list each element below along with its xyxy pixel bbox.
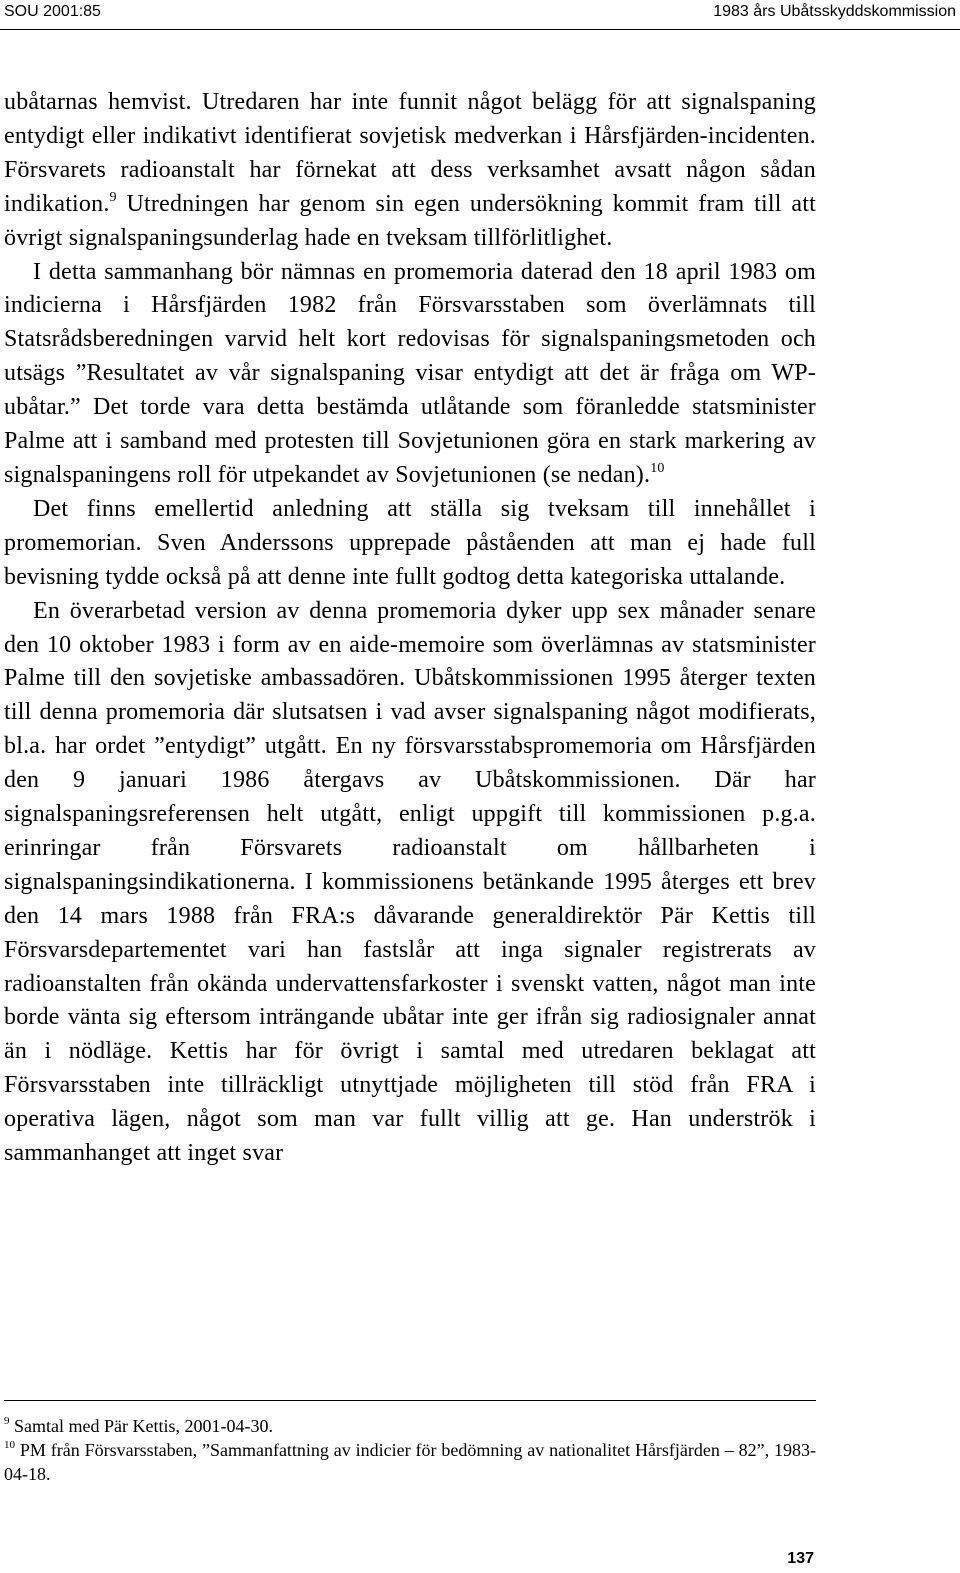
footnote-10 bbox=[4, 1438, 816, 1486]
footnotes-section bbox=[4, 1414, 816, 1486]
paragraph-2 bbox=[4, 256, 816, 493]
footnote-text: PM från Försvarsstaben, ”Sammanfattning av indicier för bedömning av nationalitet Hårsfjärden – 82”, 1983-04-18. bbox=[4, 1440, 816, 1484]
header-divider bbox=[0, 29, 960, 30]
paragraph-text-continued: Utredningen har genom sin egen undersökning kommit fram till att övrigt signalspaningsunderlag hade en tveksam tillförlitlighet. bbox=[4, 190, 816, 251]
footnote-9 bbox=[4, 1414, 816, 1438]
footnote-mark: 9 bbox=[4, 1415, 10, 1427]
paragraph-text: Det finns emellertid anledning att ställa sig tveksam till innehållet i promemorian. Sven Anderssons upprepade påståenden att man ej hade full bevisning tydde också på att denne inte fullt godtog detta kategoriska uttalande. bbox=[4, 495, 816, 590]
paragraph-text: En överarbetad version av denna promemoria dyker upp sex månader senare den 10 oktober 1983 i form av en aide-memoire som överlämnas av statsminister Palme till den sovjetiske ambassadören. Ubåtskommissionen 1995 återger texten till denna promemoria där slutsatsen i vad avser signalspaning något modifierats, bl.a. har ordet ”entydigt” utgått. En ny försvarsstabspromemoria om Hårsfjärden den 9 januari 1986 återgavs av Ubåtskommissionen. Där har signalspaningsreferensen helt utgått, enligt uppgift till kommissionen p.g.a. erinringar från Försvarets radioanstalt om hållbarheten i signalspaningsindikationerna. I kommissionens betänkande 1995 återges ett brev den 14 mars 1988 från FRA:s dåvarande generaldirektör Pär Kettis till Försvarsdepartementet vari han fastslår att inga signaler registrerats av radioanstalten från okända undervattensfarkoster i svenskt vatten, något man inte borde vänta sig eftersom inträngande ubåtar inte ger ifrån sig radiosignaler annat än i nödläge. Kettis har för övrigt i samtal med utredaren beklagat att Försvarsstaben inte tillräckligt utnyttjade möjligheten till stöd från FRA i operativa lägen, något som man var fullt villig att ge. Han underströk i sammanhanget att inget svar bbox=[4, 597, 816, 1167]
paragraph-3 bbox=[4, 493, 816, 595]
footnote-reference-10[interactable]: 10 bbox=[650, 460, 665, 476]
paragraph-1 bbox=[4, 86, 816, 256]
main-body-text bbox=[4, 86, 816, 1171]
page-number: 137 bbox=[787, 1550, 814, 1567]
footnote-divider bbox=[4, 1400, 816, 1401]
footnote-reference-9[interactable]: 9 bbox=[109, 189, 117, 205]
running-header bbox=[0, 0, 960, 28]
chapter-title-label: 1983 års Ubåtsskyddskommission bbox=[713, 3, 956, 20]
paragraph-4 bbox=[4, 595, 816, 1171]
paragraph-text: I detta sammanhang bör nämnas en promemoria daterad den 18 april 1983 om indicierna i Hårsfjärden 1982 från Försvarsstaben som överlämnats till Statsrådsberedningen varvid helt kort redovisas för signalspaningsmetoden och utsägs ”Resultatet av vår signalspaning visar entydigt att det är fråga om WP-ubåtar.” Det torde vara detta bestämda utlåtande som föranledde statsminister Palme att i samband med protesten till Sovjetunionen göra en stark markering av signalspaningens roll för utpekandet av Sovjetunionen (se nedan). bbox=[4, 258, 816, 488]
document-series-label: SOU 2001:85 bbox=[4, 3, 101, 20]
footnote-text: Samtal med Pär Kettis, 2001-04-30. bbox=[14, 1416, 273, 1436]
paragraph-text: ubåtarnas hemvist. Utredaren har inte funnit något belägg för att signalspaning entydigt eller indikativt identifierat sovjetisk medverkan i Hårsfjärden-incidenten. Försvarets radioanstalt har förnekat att dess verksamhet avsatt någon sådan indikation. bbox=[4, 89, 816, 217]
footnote-mark: 10 bbox=[4, 1439, 15, 1451]
